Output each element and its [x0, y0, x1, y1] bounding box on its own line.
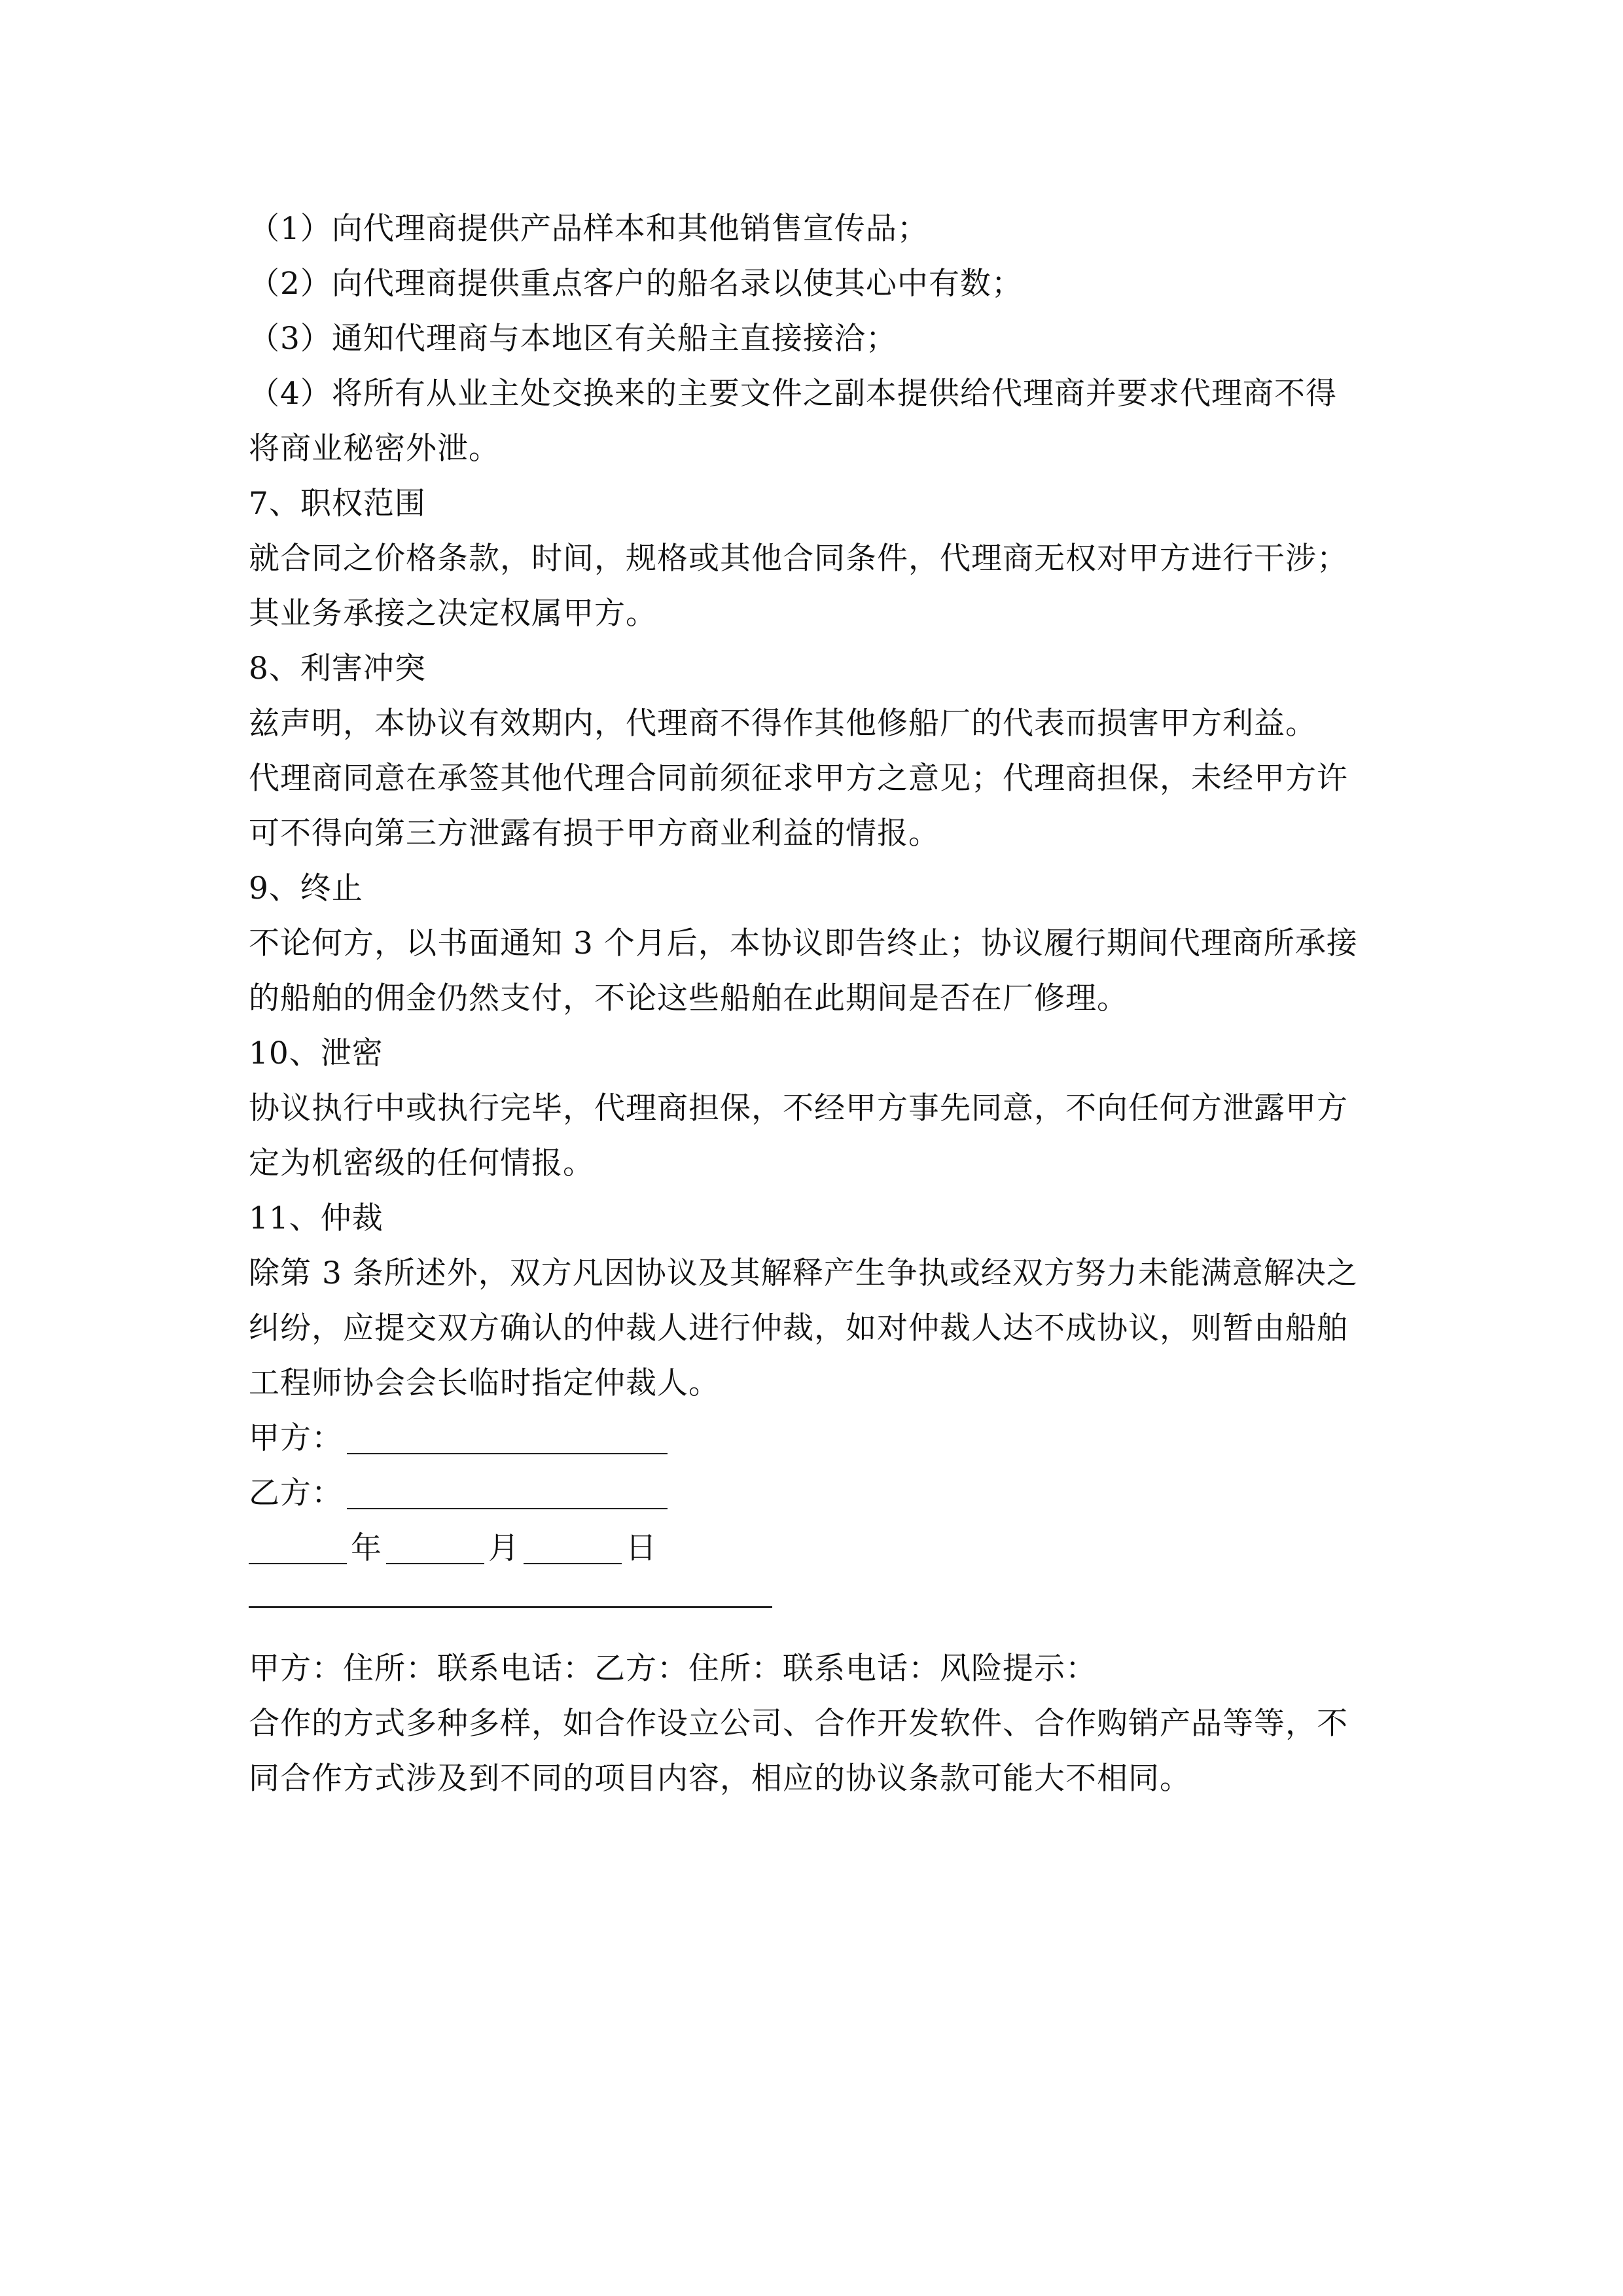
party-b-label: 乙方： [249, 1475, 343, 1511]
section-heading: 7、职权范围 [249, 486, 426, 522]
section-arbitration [249, 1191, 1420, 1411]
risk-line: 合作的方式多种多样，如合作设立公司、合作开发软件、合作购销产品等等，不 [249, 1706, 1348, 1742]
list-item: （3）通知代理商与本地区有关船主直接接洽； [249, 321, 897, 357]
section-termination [249, 861, 1420, 1026]
party-a-signature-row [249, 1411, 1420, 1466]
document-page [249, 202, 1420, 1806]
paragraph-line: 就合同之价格条款，时间，规格或其他合同条件，代理商无权对甲方进行干涉； [249, 541, 1348, 577]
section-confidentiality [249, 1026, 1420, 1191]
paragraph-line: 可不得向第三方泄露有损于甲方商业利益的情报。 [249, 816, 940, 852]
section-conflict-of-interest [249, 641, 1420, 861]
list-item: （4）将所有从业主处交换来的主要文件之副本提供给代理商并要求代理商不得 [249, 376, 1337, 412]
month-label: 月 [488, 1530, 520, 1566]
section-heading: 9、终止 [249, 870, 363, 906]
paragraph-line: 的船舶的佣金仍然支付，不论这些船舶在此期间是否在厂修理。 [249, 980, 1128, 1016]
list-item: （2）向代理商提供重点客户的船名录以使其心中有数； [249, 266, 1023, 302]
section-heading: 11、仲裁 [249, 1200, 383, 1236]
section-authority [249, 476, 1420, 641]
contact-line: 甲方：住所：联系电话：乙方：住所：联系电话：风险提示： [249, 1651, 1097, 1687]
party-a-label: 甲方： [249, 1420, 343, 1456]
list-item-continuation: 将商业秘密外泄。 [249, 431, 500, 467]
paragraph-line: 纠纷，应提交双方确认的仲裁人进行仲裁，如对仲裁人达不成协议，则暂由船舶 [249, 1310, 1348, 1346]
signature-block [249, 1411, 1420, 1576]
paragraph-line: 定为机密级的任何情报。 [249, 1145, 594, 1181]
paragraph-line: 代理商同意在承签其他代理合同前须征求甲方之意见；代理商担保，未经甲方许 [249, 761, 1348, 797]
paragraph-line: 兹声明，本协议有效期内，代理商不得作其他修船厂的代表而损害甲方利益。 [249, 706, 1317, 742]
party-a-signature-field[interactable] [347, 1420, 668, 1454]
paragraph-line: 协议执行中或执行完毕，代理商担保，不经甲方事先同意，不向任何方泄露甲方 [249, 1090, 1348, 1126]
paragraph-line: 其业务承接之决定权属甲方。 [249, 596, 657, 632]
date-row [249, 1521, 1420, 1576]
obligations-list [249, 202, 1420, 476]
year-field[interactable] [249, 1530, 347, 1564]
separator [249, 1576, 1420, 1641]
party-b-signature-field[interactable] [347, 1475, 668, 1509]
section-heading: 10、泄密 [249, 1035, 383, 1071]
paragraph-line: 除第 3 条所述外，双方凡因协议及其解释产生争执或经双方努力未能满意解决之 [249, 1255, 1358, 1291]
list-item: （1）向代理商提供产品样本和其他销售宣传品； [249, 211, 929, 247]
year-label: 年 [351, 1530, 382, 1566]
paragraph-line: 不论何方，以书面通知 3 个月后，本协议即告终止；协议履行期间代理商所承接 [249, 925, 1358, 961]
party-b-signature-row [249, 1466, 1420, 1521]
separator-rule [249, 1606, 772, 1608]
section-heading: 8、利害冲突 [249, 651, 426, 687]
day-field[interactable] [524, 1530, 622, 1564]
paragraph-line: 工程师协会会长临时指定仲裁人。 [249, 1365, 720, 1401]
footer-notes [249, 1641, 1420, 1806]
risk-line: 同合作方式涉及到不同的项目内容，相应的协议条款可能大不相同。 [249, 1761, 1191, 1797]
day-label: 日 [626, 1530, 657, 1566]
month-field[interactable] [386, 1530, 484, 1564]
